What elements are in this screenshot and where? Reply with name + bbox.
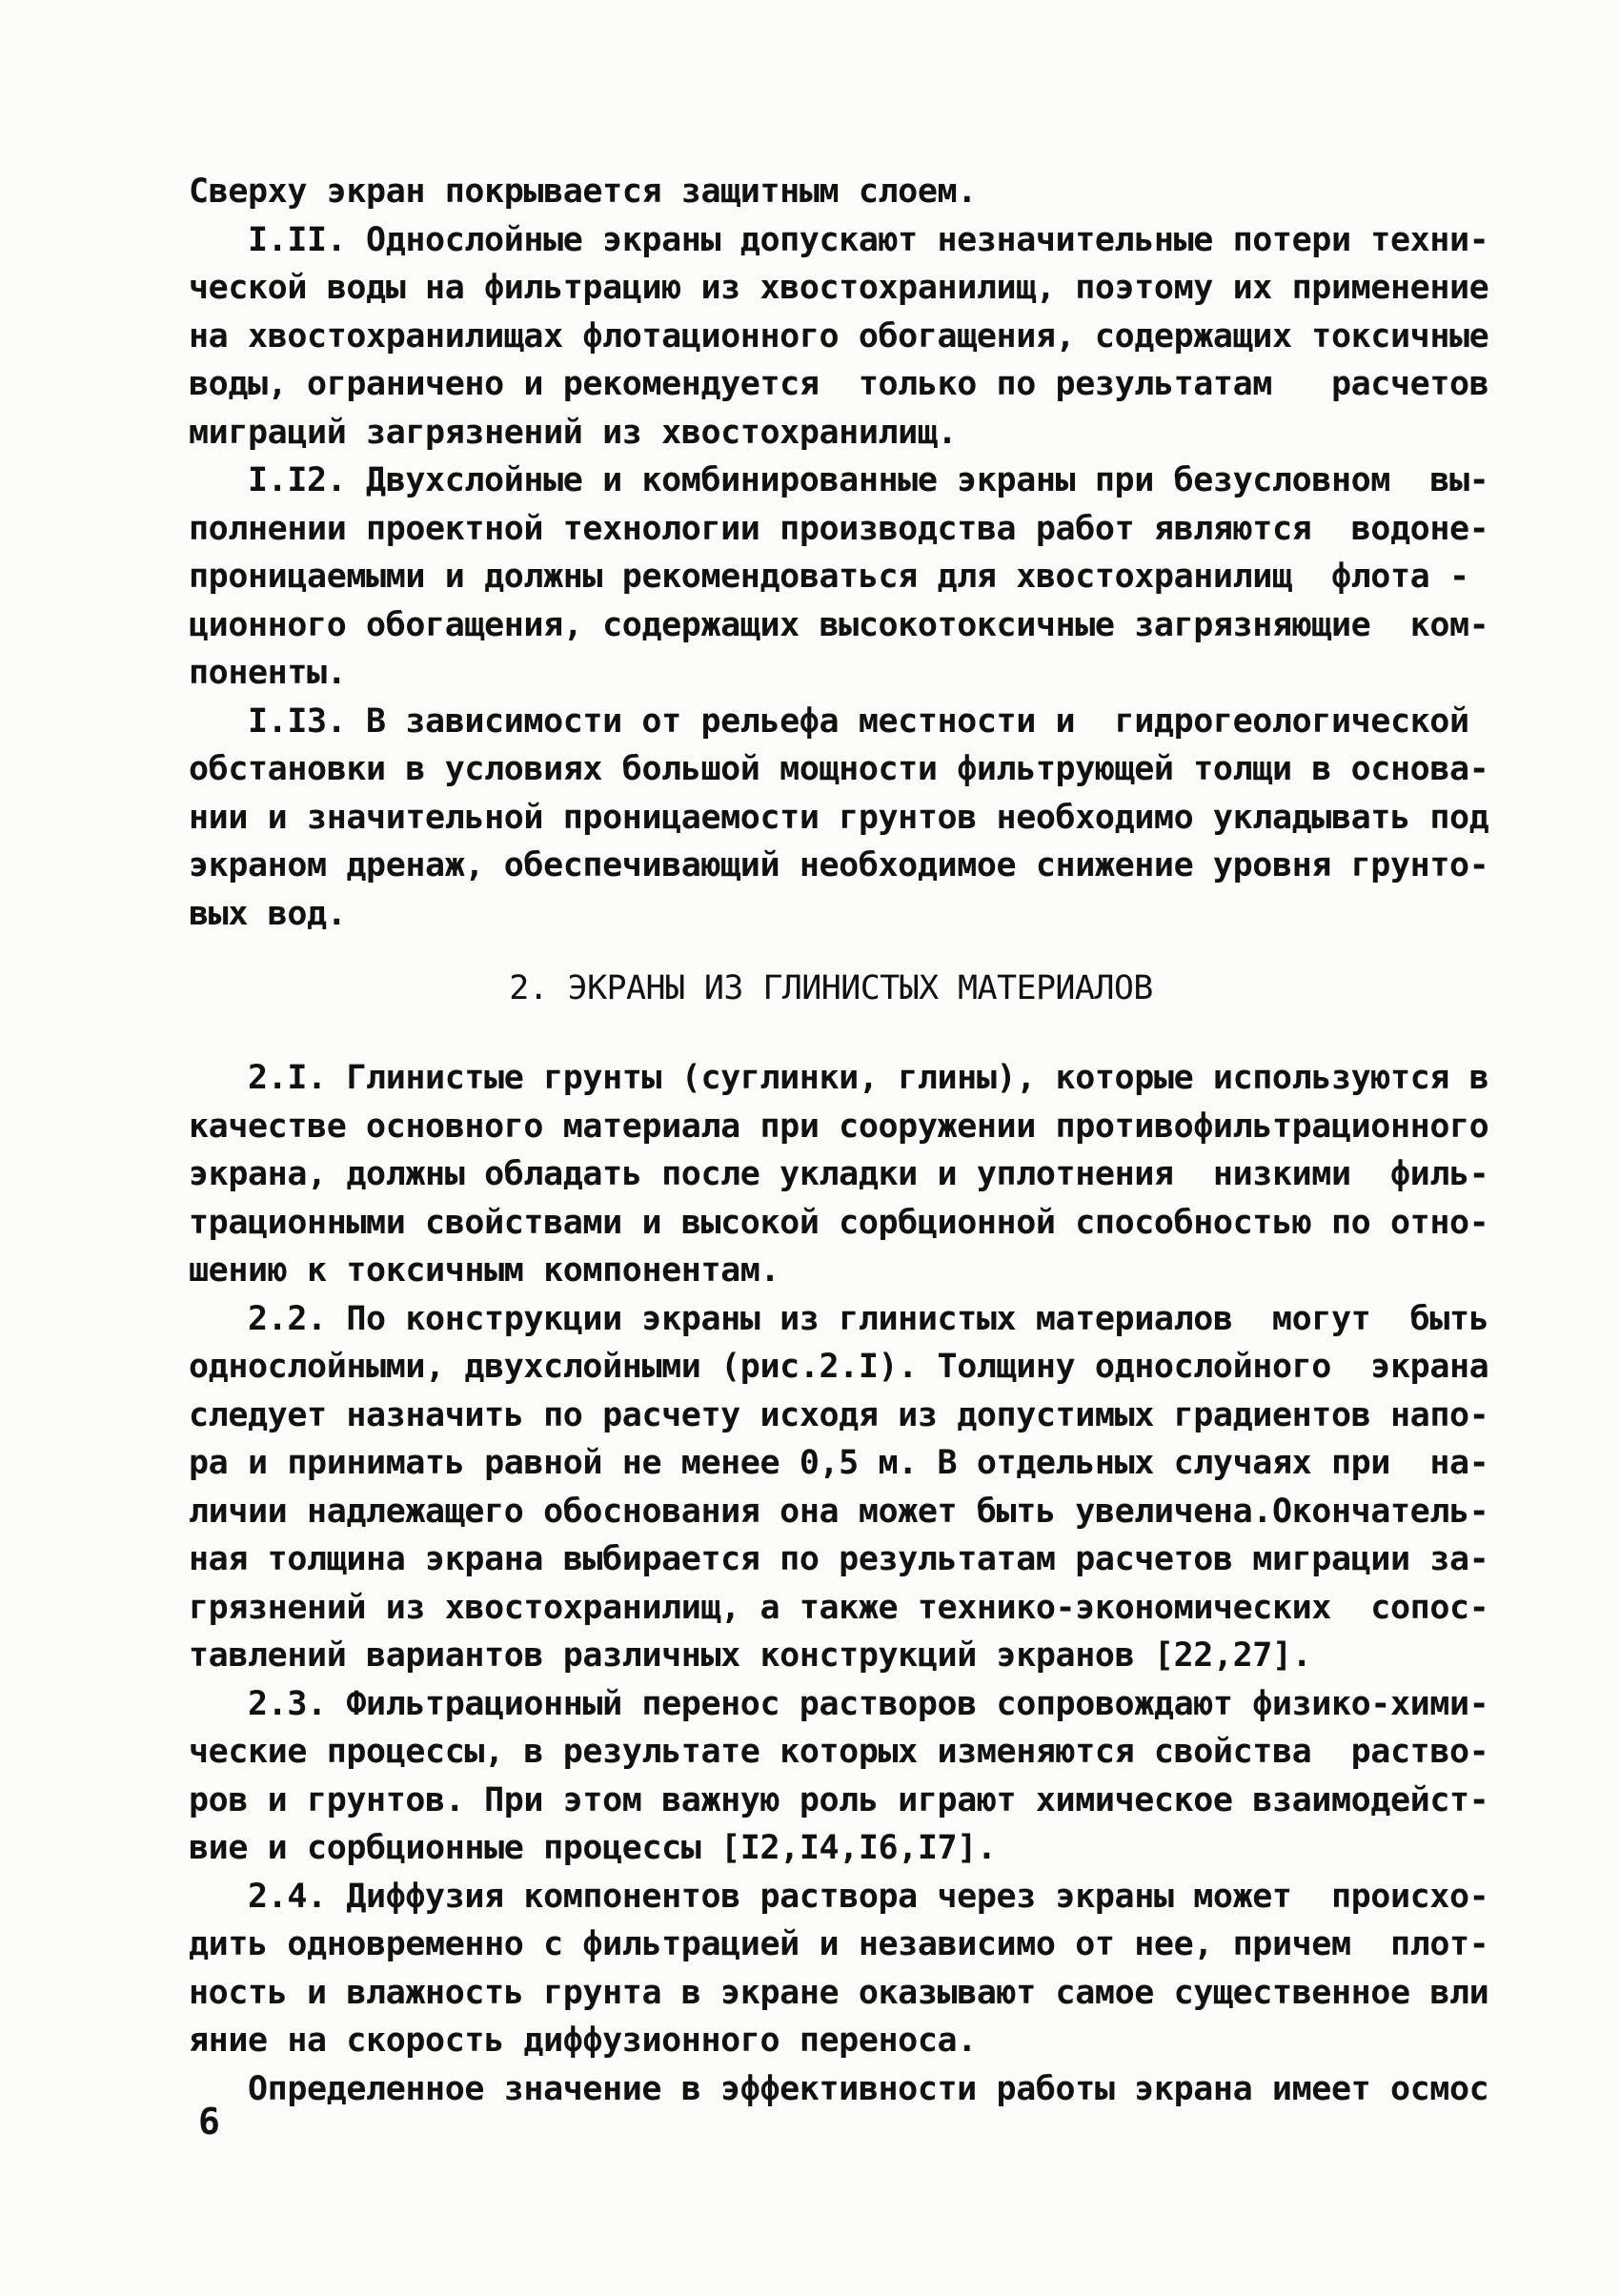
paragraph-line: тавлений вариантов различных конструкций экранов [22,27]. xyxy=(189,1636,1312,1675)
paragraph-line: ров и грунтов. При этом важную роль играют химическое взаимодейст- xyxy=(189,1780,1489,1819)
paragraph-line: на хвостохранилищах флотационного обогащения, содержащих токсичные xyxy=(189,316,1489,356)
paragraph-2-4-line-1: 2.4. Диффузия компонентов раствора через экраны может происхо- xyxy=(248,1877,1489,1916)
paragraph-line: ная толщина экрана выбирается по результатам расчетов миграции за- xyxy=(189,1540,1489,1578)
paragraph-line: следует назначить по расчету исходя из допустимых градиентов напо- xyxy=(189,1395,1489,1434)
paragraph-line: дить одновременно с фильтрацией и независимо от нее, причем плот- xyxy=(189,1925,1489,1963)
paragraph-line: шению к токсичным компонентам. xyxy=(189,1251,780,1290)
paragraph-line: ность и влажность грунта в экране оказывают самое существенное вли xyxy=(189,1973,1489,2012)
paragraph-line: ческой воды на фильтрацию из хвостохранилищ, поэтому их применение xyxy=(189,269,1489,307)
paragraph-line: однослойными, двухслойными (рис.2.I). Толщину однослойного экрана xyxy=(189,1348,1489,1386)
spacer xyxy=(189,938,1454,965)
section-heading: 2. ЭКРАНЫ ИЗ ГЛИНИСТЫХ МАТЕРИАЛОВ xyxy=(509,969,1153,1007)
paragraph-line: вых вод. xyxy=(189,894,347,933)
paragraph-line: обстановки в условиях большой мощности фильтрующей толщи в основа- xyxy=(189,750,1489,788)
paragraph-last-line: Определенное значение в эффективности работы экрана имеет осмос xyxy=(248,2069,1489,2108)
paragraph-line: ционного обогащения, содержащих высокотоксичные загрязняющие ком- xyxy=(189,605,1489,644)
spacer xyxy=(189,1012,1454,1054)
paragraph-2-3-line-1: 2.3. Фильтрационный перенос растворов сопровождают физико-хими- xyxy=(248,1684,1489,1723)
paragraph-line: проницаемыми и должны рекомендоваться для хвостохранилищ флота - xyxy=(189,558,1469,596)
paragraph-1-11-line-1: I.II. Однослойные экраны допускают незначительные потери техни- xyxy=(248,220,1489,259)
paragraph-2-2-line-1: 2.2. По конструкции экраны из глинистых материалов могут быть xyxy=(248,1299,1489,1338)
paragraph-line: нии и значительной проницаемости грунтов необходимо укладывать под xyxy=(189,798,1489,837)
paragraph-2-1-line-1: 2.I. Глинистые грунты (суглинки, глины), которые используются в xyxy=(248,1059,1489,1097)
page-number: 6 xyxy=(198,2101,220,2143)
paragraph-line: воды, ограничено и рекомендуется только по результатам расчетов xyxy=(189,365,1489,403)
paragraph-line: миграций загрязнений из хвостохранилищ. xyxy=(189,413,958,452)
paragraph-line: ра и принимать равной не менее 0,5 м. В отдельных случаях при на- xyxy=(189,1444,1489,1482)
paragraph-line: экрана, должны обладать после укладки и уплотнения низкими филь- xyxy=(189,1155,1489,1193)
paragraph-line: качестве основного материала при сооружении противофильтрационного xyxy=(189,1107,1489,1146)
paragraph-line: вие и сорбционные процессы [I2,I4,I6,I7]. xyxy=(189,1829,997,1867)
paragraph-line: ческие процессы, в результате которых изменяются свойства раство- xyxy=(189,1733,1489,1771)
paragraph-line: поненты. xyxy=(189,654,347,692)
paragraph-line: яние на скорость диффузионного переноса. xyxy=(189,2022,977,2060)
paragraph-1-12-line-1: I.I2. Двухслойные и комбинированные экраны при безусловном вы- xyxy=(248,461,1489,499)
paragraph-line: трационными свойствами и высокой сорбционной способностью по отно- xyxy=(189,1203,1489,1242)
paragraph-line: полнении проектной технологии производства работ являются водоне- xyxy=(189,509,1489,548)
document-body xyxy=(189,168,1489,2113)
paragraph-line: экраном дренаж, обеспечивающий необходимое снижение уровня грунто- xyxy=(189,846,1489,884)
paragraph-line: грязнений из хвостохранилищ, а также технико-экономических сопос- xyxy=(189,1588,1489,1627)
paragraph-line: Сверху экран покрывается защитным слоем. xyxy=(189,173,977,211)
paragraph-1-13-line-1: I.I3. В зависимости от рельефа местности и гидрогеологической xyxy=(248,701,1469,741)
paragraph-line: личии надлежащего обоснования она может быть увеличена.Окончатель- xyxy=(189,1492,1489,1531)
